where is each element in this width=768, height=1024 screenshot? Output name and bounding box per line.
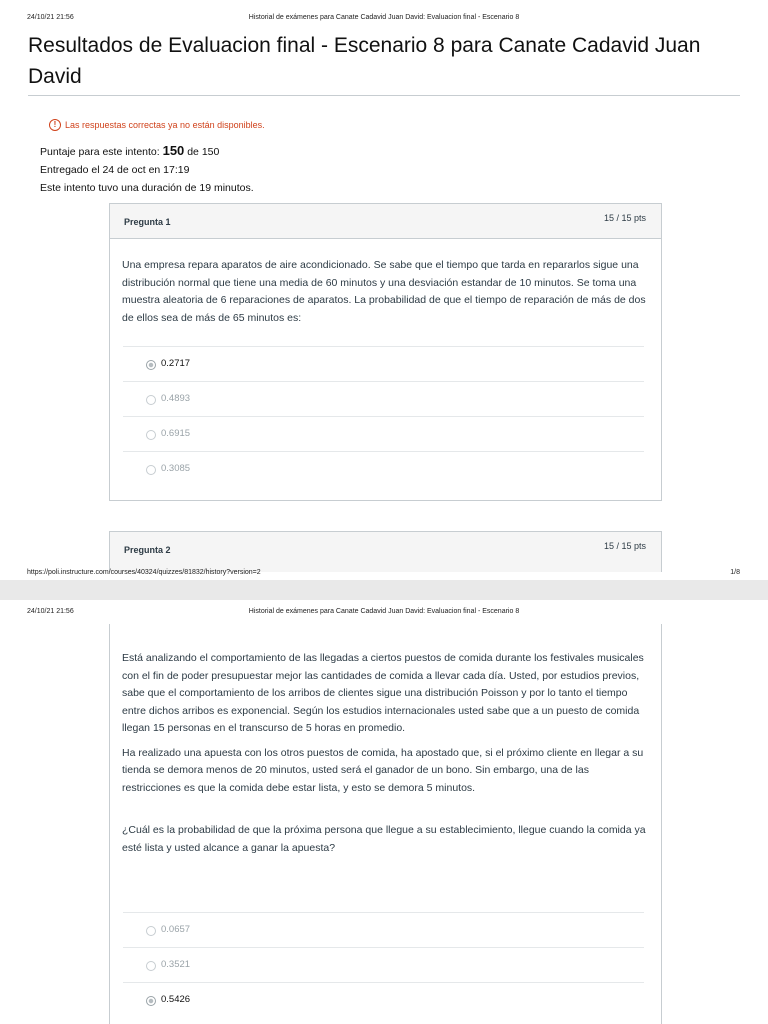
question-1-answers	[123, 346, 644, 486]
question-1-text	[122, 257, 647, 334]
radio-unchecked-icon[interactable]	[146, 926, 156, 936]
answer-option[interactable]	[123, 381, 644, 416]
score-value: 150	[162, 143, 185, 158]
page-separator	[0, 580, 768, 600]
question-paragraph: Está analizando el comportamiento de las llegadas a ciertos puestos de comida durante los festivales musicales con el fin de poder presupuestar mejor las cantidades de comida a llevar cada día. Usted, por estudios previos, sabe que el comportamiento de los arribos de clientes sigue una distribución Poisson y por lo tanto el tiempo entre dichos arribos es exponencial. Según los estudios internacionales usted sabe que a un puesto de comida llegan 15 personas en el transcurso de 5 horas en promedio.	[122, 652, 644, 734]
print-page-2	[0, 600, 768, 1024]
answer-text: 0.6915	[161, 428, 191, 439]
radio-checked-icon[interactable]	[146, 360, 156, 370]
answers-unavailable-notice	[49, 119, 265, 131]
radio-unchecked-icon[interactable]	[146, 430, 156, 440]
radio-unchecked-icon[interactable]	[146, 395, 156, 405]
answer-option-selected[interactable]	[123, 346, 644, 381]
question-paragraph: Ha realizado una apuesta con los otros puestos de comida, ha apostado que, si el próximo cliente en llegar a su tienda se demora menos de 20 minutos, usted será el ganador de un bono. Sin embargo, una de las restricciones es que la comida debe estar lista, y esto se demora 5 minutos.	[122, 746, 644, 794]
page-title: Resultados de Evaluacion final - Escenario 8 para Canate Cadavid Juan David	[28, 34, 701, 88]
notice-text: Las respuestas correctas ya no están disponibles.	[65, 120, 265, 130]
title-divider	[28, 95, 740, 96]
score-label: Puntaje para este intento:	[40, 146, 160, 158]
radio-unchecked-icon[interactable]	[146, 465, 156, 475]
print-doc-title: Historial de exámenes para Canate Cadavid Juan David: Evaluacion final - Escenario 8	[248, 608, 520, 615]
question-label: Pregunta 2	[124, 545, 171, 555]
question-2-text	[122, 650, 647, 864]
print-doc-title: Historial de exámenes para Canate Cadavid Juan David: Evaluacion final - Escenario 8	[248, 14, 520, 21]
question-1-header	[110, 204, 661, 239]
answer-option[interactable]	[123, 947, 644, 982]
print-datetime: 24/10/21 21:56	[27, 608, 74, 615]
answer-text: 0.3085	[161, 463, 191, 474]
question-label: Pregunta 1	[124, 217, 171, 227]
print-page-number: 1/8	[730, 569, 740, 576]
print-datetime: 24/10/21 21:56	[27, 14, 74, 21]
radio-checked-icon[interactable]	[146, 996, 156, 1006]
question-2-header	[110, 532, 661, 572]
print-url: https://poli.instructure.com/courses/40324/quizzes/81832/history?version=2	[27, 569, 261, 576]
answer-text: 0.0657	[161, 924, 191, 935]
question-2-card	[109, 531, 662, 572]
score-total: de 150	[187, 146, 220, 158]
warning-icon: !	[49, 119, 61, 131]
answer-text: 0.5426	[161, 994, 191, 1005]
answer-text: 0.4893	[161, 393, 191, 404]
question-points: 15 / 15 pts	[603, 213, 646, 223]
attempt-summary	[40, 142, 254, 197]
score-line	[40, 142, 254, 161]
answer-option-selected[interactable]	[123, 982, 644, 1017]
question-2-answers	[123, 912, 644, 1017]
question-points: 15 / 15 pts	[603, 541, 646, 551]
question-prompt: ¿Cuál es la probabilidad de que la próxima persona que llegue a su establecimiento, llegue cuando la comida ya esté lista y usted alcance a ganar la apuesta?	[122, 824, 646, 854]
answer-option[interactable]	[123, 416, 644, 451]
answer-option[interactable]	[123, 451, 644, 486]
question-text: Una empresa repara aparatos de aire acondicionado. Se sabe que el tiempo que tarda en repararlos sigue una distribución normal que tiene una media de 60 minutos y una desviación estandar de 10 minutos. Se toma una muestra aleatoria de 6 reparaciones de aparatos. La probabilidad de que el tiempo de reparación de más de dos de ellos sea de más de 65 minutos es:	[122, 259, 646, 324]
answer-text: 0.3521	[161, 959, 191, 970]
attempt-duration: Este intento tuvo una duración de 19 minutos.	[40, 182, 254, 194]
answer-option[interactable]	[123, 912, 644, 947]
radio-unchecked-icon[interactable]	[146, 961, 156, 971]
answer-text: 0.2717	[161, 358, 191, 369]
submitted-date: Entregado el 24 de oct en 17:19	[40, 164, 190, 176]
